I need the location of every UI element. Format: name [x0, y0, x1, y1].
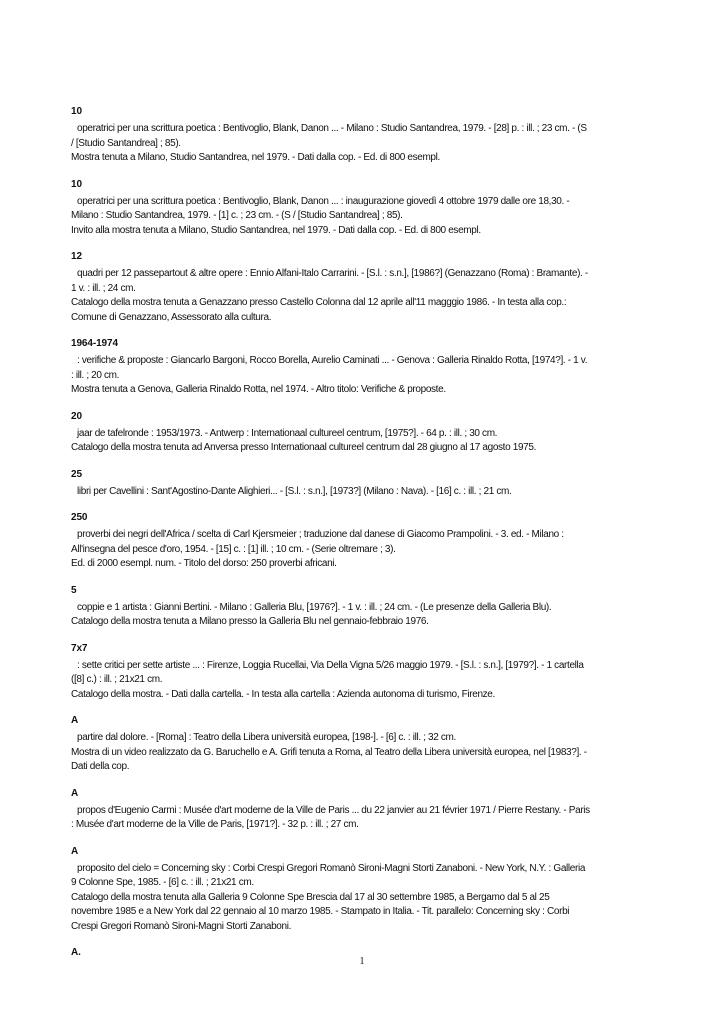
entry-description: : sette critici per sette artiste ... : Firenze, Loggia Rucellai, Via Della Vigna 5/26 maggio 1979. - [S.l. : s.n.], [1979?]. - 1 cartella ([8] c.) : ill. ; 21x21 cm. — [71, 659, 584, 685]
entry-heading: 250 — [71, 512, 88, 523]
entry-description: proverbi dei negri dell'Africa / scelta di Carl Kjersmeier ; traduzione dal danese di Giacomo Prampolini. - 3. ed. - Milano : All'insegna del pesce d'oro, 1954. - [15] c. : [1] ill. ; 10 cm. - (Serie oltremare ; 3). — [71, 529, 564, 555]
entry-heading: 5 — [71, 584, 77, 596]
entry-description: partire dal dolore. - [Roma] : Teatro della Libera università europea, [198-]. - [6] c. : ill. ; 32 cm. — [77, 732, 456, 743]
entry-heading: A — [71, 787, 79, 799]
catalog-entry — [71, 104, 591, 166]
catalog-entry — [71, 177, 591, 239]
catalog-page — [71, 104, 591, 971]
entry-description: proposito del cielo = Concerning sky : Corbi Crespi Gregori Romanò Sironi-Magni Storti Zanaboni. - New York, N.Y. : Galleria 9 Colonne Spe, 1985. - [6] c. : ill. ; 21x21 cm. — [71, 862, 586, 888]
entry-note: Catalogo della mostra tenuta a Genazzano presso Castello Colonna dal 12 aprile all'11 magggio 1986. - In testa alla cop.: Comune di Genazzano, Assessorato alla cultura. — [71, 297, 567, 323]
entry-description: jaar de tafelronde : 1953/1973. - Antwerp : Internationaal cultureel centrum, [1975?]. - 64 p. : ill. ; 30 cm. — [77, 427, 498, 439]
entry-note: Mostra di un video realizzato da G. Baruchello e A. Grifi tenuta a Roma, al Teatro della Libera università europea, nel [1983?]. - Dati della cop. — [71, 746, 587, 772]
entry-heading: A — [71, 845, 79, 857]
catalog-entry — [71, 336, 591, 398]
entry-note: Catalogo della mostra. - Dati dalla cartella. - In testa alla cartella : Azienda autonoma di turismo, Firenze. — [71, 688, 495, 700]
entry-description: libri per Cavellini : Sant'Agostino-Dante Alighieri... - [S.l. : s.n.], [1973?] (Milano : Nava). - [16] c. : ill. ; 21 cm. — [77, 485, 512, 497]
entry-note: Invito alla mostra tenuta a Milano, Studio Santandrea, nel 1979. - Dati dalla cop. - Ed. di 800 esempl. — [71, 224, 481, 236]
catalog-entry — [71, 249, 591, 325]
entry-description: propos d'Eugenio Carmi : Musée d'art moderne de la Ville de Paris ... du 22 janvier au 21 février 1971 / Pierre Restany. - Paris : Musée d'art moderne de la Ville de Paris, [1971?]. - 32 p. : ill. ; 27 cm. — [71, 804, 590, 830]
entry-description: operatrici per una scrittura poetica : Bentivoglio, Blank, Danon ... - Milano : Studio Santandrea, 1979. - [28] p. : ill. ; 23 cm. - (S / [Studio Santandrea] ; 85). — [71, 123, 587, 149]
entry-heading: 1964-1974 — [71, 338, 118, 349]
entry-heading: 7x7 — [71, 642, 88, 654]
catalog-entry — [71, 641, 591, 703]
catalog-entry — [71, 713, 591, 775]
entry-description: operatrici per una scrittura poetica : Bentivoglio, Blank, Danon ... : inaugurazione giovedì 4 ottobre 1979 dalle ore 18,30. - Milano : Studio Santandrea, 1979. - [1] c. ; 23 cm. - (S / [Studio Santandrea] ; 85). — [71, 195, 570, 221]
entry-heading: 12 — [71, 251, 82, 262]
entry-description: coppie e 1 artista : Gianni Bertini. - Milano : Galleria Blu, [1976?]. - 1 v. : ill. ; 24 cm. - (Le presenze della Galleria Blu). — [77, 601, 552, 613]
entry-heading: 10 — [71, 178, 82, 190]
entry-heading: A — [71, 715, 79, 726]
entry-heading: A. — [71, 947, 81, 958]
page-number: 1 — [359, 956, 365, 967]
catalog-entry — [71, 510, 591, 572]
entry-note: Catalogo della mostra tenuta ad Anversa presso Internationaal cultureel centrum dal 28 giugno al 17 agosto 1975. — [71, 442, 537, 453]
entry-heading: 10 — [71, 106, 82, 117]
entry-heading: 20 — [71, 410, 82, 422]
entry-note: Catalogo della mostra tenuta alla Galleria 9 Colonne Spe Brescia dal 17 al 30 settembre 1985, a Bergamo dal 5 al 25 novembre 1985 e a New York dal 22 gennaio al 10 marzo 1985. - Stampato in Italia. - Tit. parallelo: Concerning sky : Corbi Crespi Gregori Romanò Sironi-Magni Storti Zanaboni. — [71, 891, 570, 932]
entry-heading: 25 — [71, 468, 82, 480]
entry-description: : verifiche & proposte : Giancarlo Bargoni, Rocco Borella, Aurelio Caminati ... - Genova : Galleria Rinaldo Rotta, [1974?]. - 1 v. : ill. ; 20 cm. — [71, 355, 588, 381]
catalog-entry — [71, 583, 591, 630]
catalog-entry — [71, 409, 591, 456]
entry-note: Mostra tenuta a Genova, Galleria Rinaldo Rotta, nel 1974. - Altro titolo: Verifiche & proposte. — [71, 384, 446, 395]
catalog-entry — [71, 467, 591, 500]
entry-note: Mostra tenuta a Milano, Studio Santandrea, nel 1979. - Dati dalla cop. - Ed. di 800 esempl. — [71, 152, 440, 163]
entry-description: quadri per 12 passepartout & altre opere : Ennio Alfani-Italo Carrarini. - [S.l. : s.n.], [1986?] (Genazzano (Roma) : Bramante). - 1 v. : ill. ; 24 cm. — [71, 268, 588, 294]
entry-note: Catalogo della mostra tenuta a Milano presso la Galleria Blu nel gennaio-febbraio 1976. — [71, 616, 429, 627]
entry-note: Ed. di 2000 esempl. num. - Titolo del dorso: 250 proverbi africani. — [71, 558, 337, 569]
catalog-entry — [71, 786, 591, 833]
catalog-entry — [71, 844, 591, 935]
